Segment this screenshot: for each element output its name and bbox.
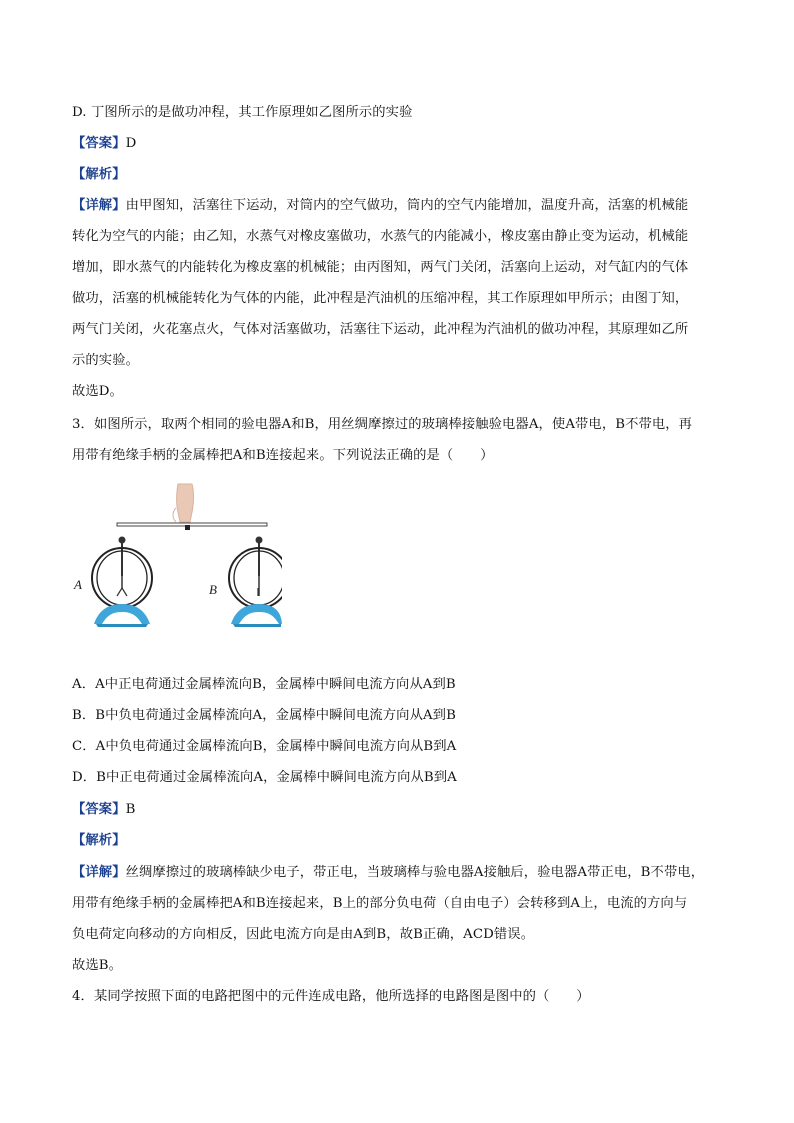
stand-a (94, 604, 150, 624)
analysis-tag: 【解析】 (72, 833, 126, 848)
q3-detail-line-1 (72, 865, 704, 881)
q3-stem-line-1: 3．如图所示，取两个相同的验电器A和B，用丝绸摩擦过的玻璃棒接触验电器A，使A带电，B不带电，再 (72, 417, 693, 432)
answer-value: D (125, 136, 137, 151)
q3-stem-line-2: 用带有绝缘手柄的金属棒把A和B连接起来。下列说法正确的是（ ） (72, 448, 494, 463)
q3-option-c: C．A中负电荷通过金属棒流向B，金属棒中瞬间电流方向从B到A (72, 739, 457, 754)
detail-text: 由甲图知，活塞往下运动，对筒内的空气做功，筒内的空气内能增加，温度升高，活塞的机械能 (125, 198, 689, 213)
q2-analysis-tag (72, 167, 126, 183)
q4-stem: 4．某同学按照下面的电路把图中的元件连成电路，他所选择的电路图是图中的（ ） (72, 989, 590, 1004)
q2-detail-line-3: 增加，即水蒸气的内能转化为橡皮塞的机械能；由丙图知，两气门关闭，活塞向上运动，对气缸内的气体 (72, 260, 689, 275)
answer-tag: 【答案】 (72, 802, 126, 817)
q3-option-d: D．B中正电荷通过金属棒流向A，金属棒中瞬间电流方向从B到A (72, 770, 457, 785)
electroscope-b (229, 537, 282, 628)
hand-illustration (173, 484, 194, 522)
q3-option-b: B．B中负电荷通过金属棒流向A，金属棒中瞬间电流方向从A到B (72, 708, 456, 723)
electroscope-figure (72, 478, 282, 638)
q3-conclusion: 故选B。 (72, 958, 123, 973)
detail-tag: 【详解】 (72, 865, 126, 880)
q2-detail-line-1 (72, 198, 688, 214)
metal-rod (117, 523, 267, 530)
q3-detail-line-3: 负电荷定向移动的方向相反，因此电流方向是由A到B，故B正确，ACD错误。 (72, 927, 535, 942)
label-b: B (209, 582, 217, 597)
answer-value: B (125, 802, 136, 817)
answer-tag: 【答案】 (72, 136, 126, 151)
q2-conclusion: 故选D。 (72, 384, 123, 399)
q2-option-d: D. 丁图所示的是做功冲程，其工作原理如乙图所示的实验 (72, 105, 413, 120)
detail-tag: 【详解】 (72, 198, 126, 213)
q2-answer-row (72, 136, 136, 152)
stand-b (231, 604, 282, 624)
q2-detail-line-5: 两气门关闭，火花塞点火，气体对活塞做功，活塞往下运动，此冲程为汽油机的做功冲程，其原理如乙所 (72, 322, 689, 337)
q3-analysis-tag (72, 833, 126, 849)
q2-detail-line-6: 示的实验。 (72, 353, 139, 368)
label-a: A (74, 577, 82, 592)
q2-detail-line-4: 做功，活塞的机械能转化为气体的内能，此冲程是汽油机的压缩冲程，其工作原理如甲所示；由图丁知， (72, 291, 689, 306)
q3-detail-line-2: 用带有绝缘手柄的金属棒把A和B连接起来，B上的部分负电荷（自由电子）会转移到A上，电流的方向与 (72, 896, 688, 911)
detail-text: 丝绸摩擦过的玻璃棒缺少电子，带正电，当玻璃棒与验电器A接触后，验电器A带正电，B不带电， (125, 865, 705, 880)
electroscope-a (92, 537, 152, 628)
q3-answer-row (72, 802, 135, 818)
analysis-tag: 【解析】 (72, 167, 126, 182)
q3-option-a: A．A中正电荷通过金属棒流向B，金属棒中瞬间电流方向从A到B (72, 677, 456, 692)
q2-detail-line-2: 转化为空气的内能；由乙知，水蒸气对橡皮塞做功，水蒸气的内能减小，橡皮塞由静止变为运动，机械能 (72, 229, 689, 244)
